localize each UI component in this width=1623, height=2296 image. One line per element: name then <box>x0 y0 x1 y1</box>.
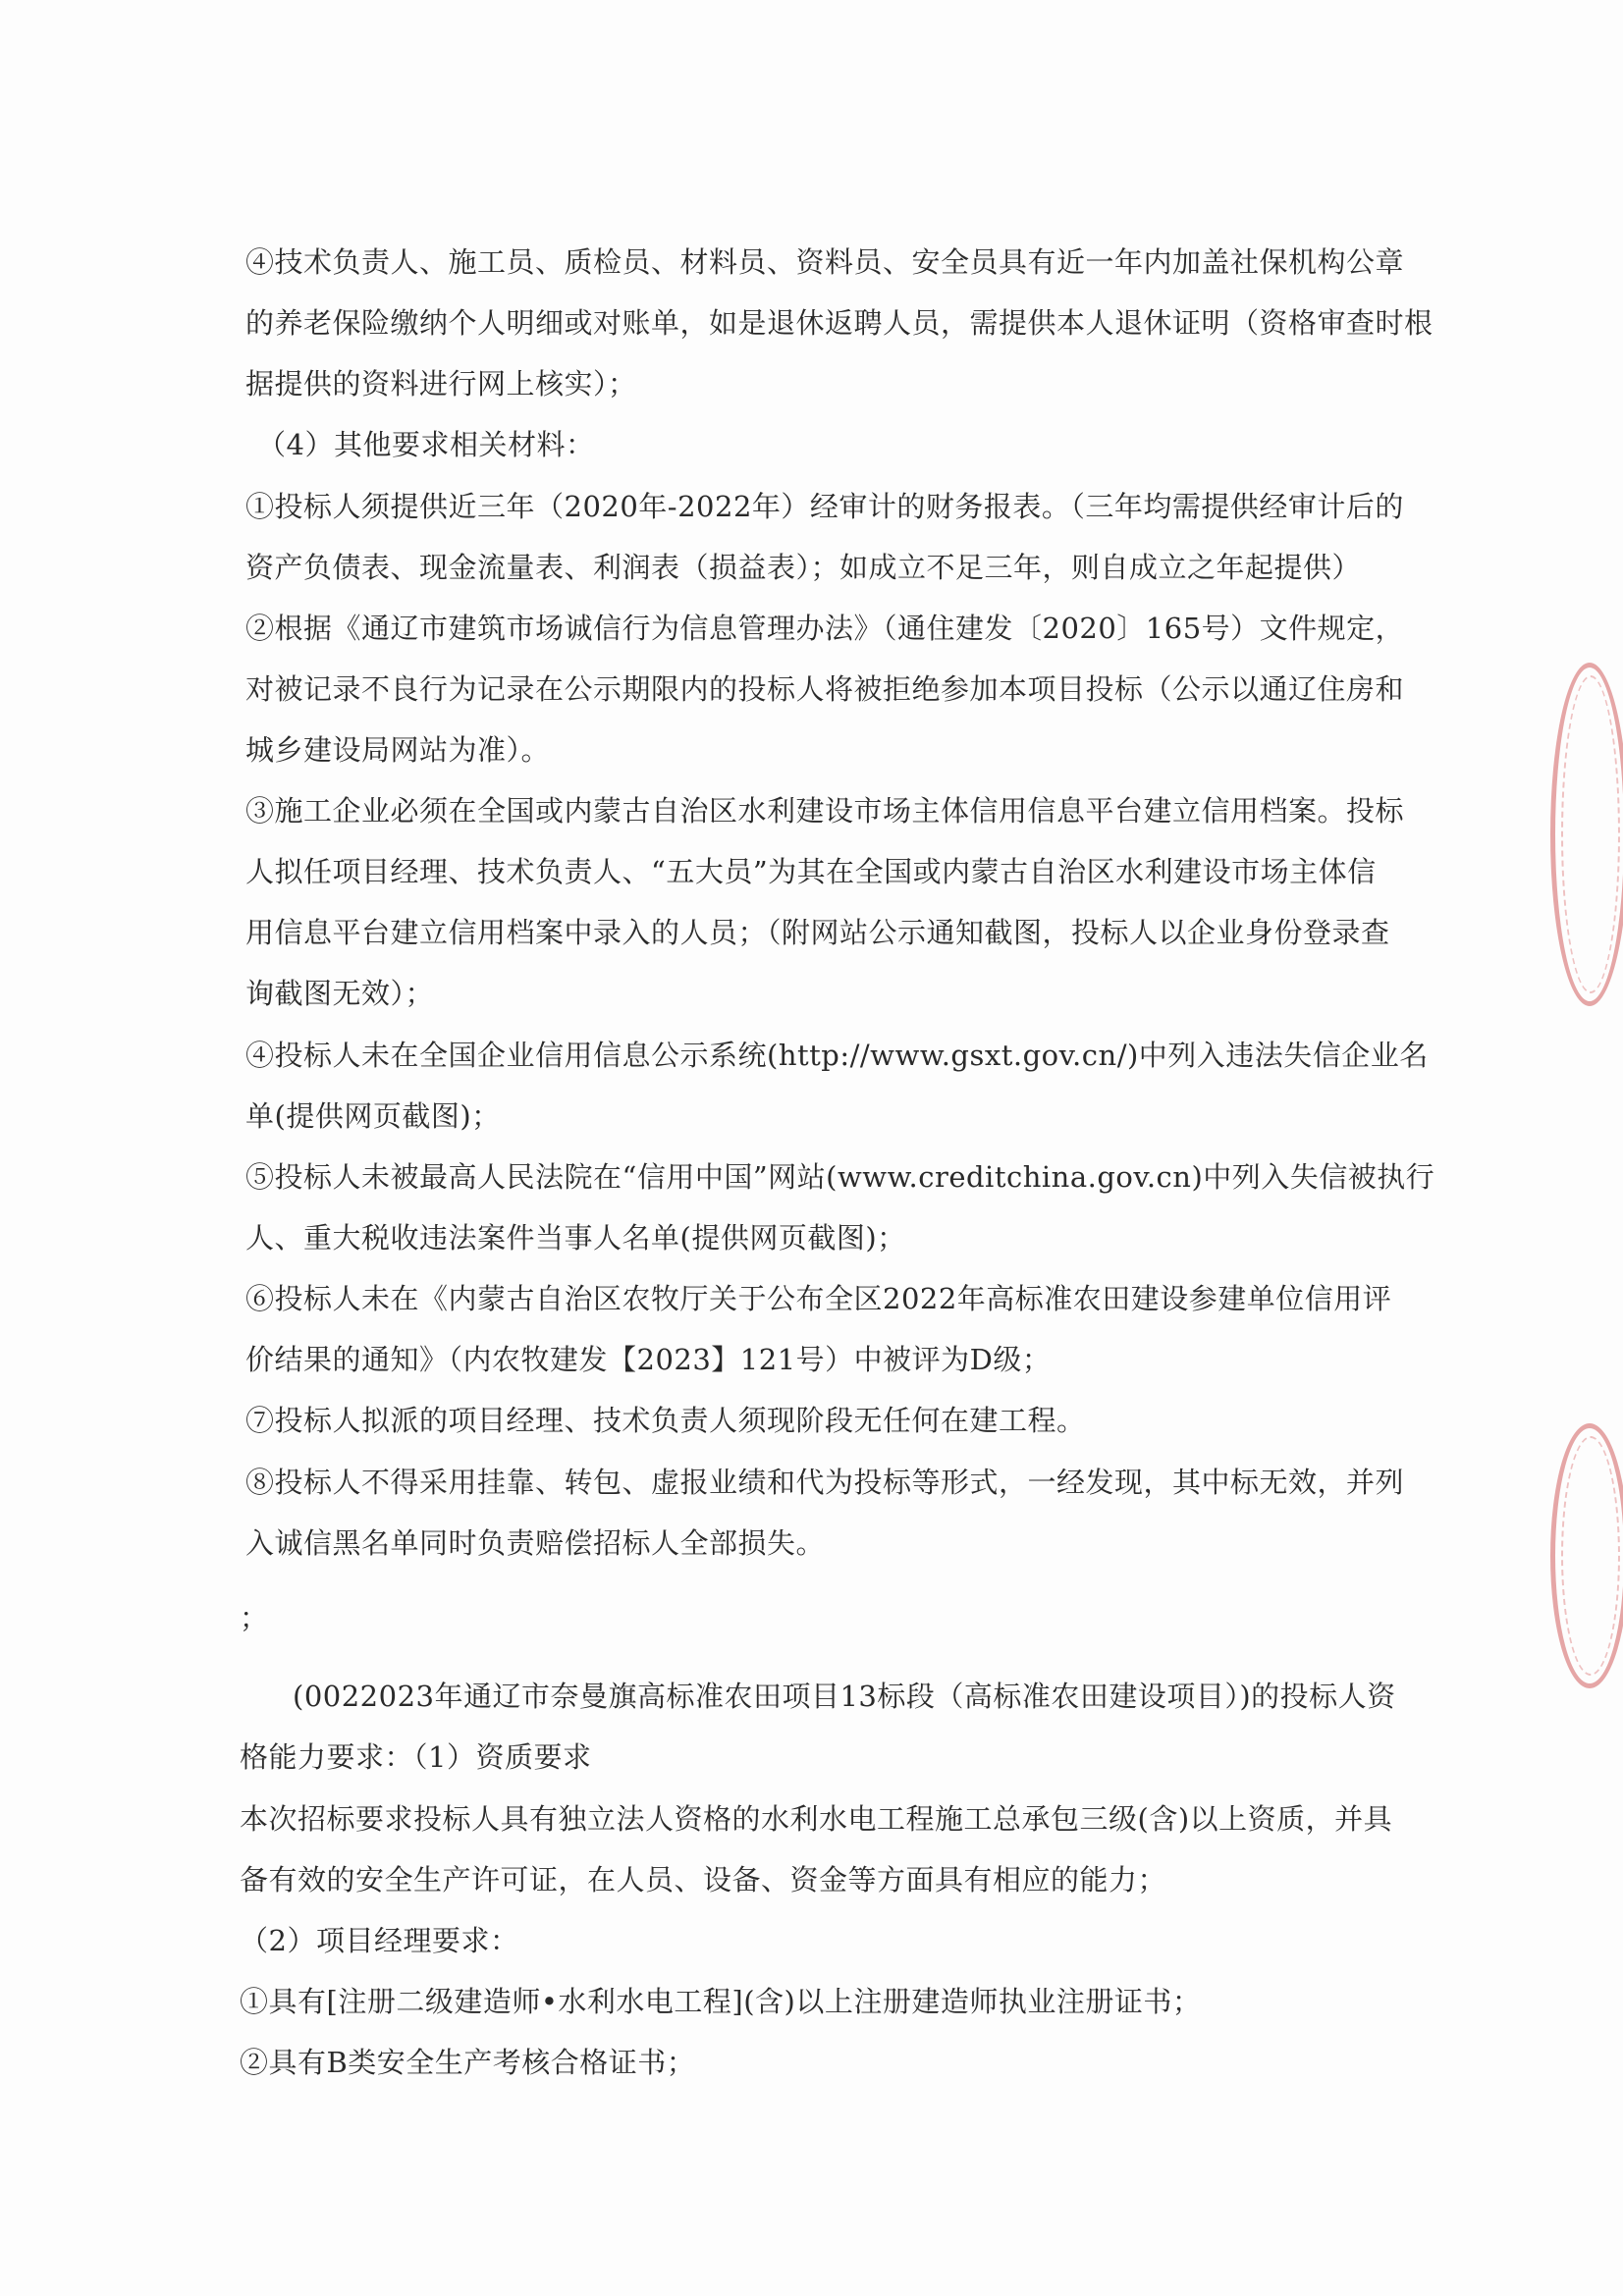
text-line: 格能力要求：（1）资质要求 <box>240 1740 592 1774</box>
text-line: ⑦投标人拟派的项目经理、技术负责人须现阶段无任何在建工程。 <box>245 1404 1086 1437</box>
text-line: 资产负债表、现金流量表、利润表（损益表）；如成立不足三年，则自成立之年起提供） <box>245 551 1362 584</box>
text-line: 价结果的通知》（内农牧建发【2023】121号）中被评为D级； <box>245 1343 1052 1376</box>
text-line: 询截图无效）； <box>245 977 435 1010</box>
text-line: 对被记录不良行为记录在公示期限内的投标人将被拒绝参加本项目投标（公示以通辽住房和 <box>245 672 1405 706</box>
text-line: ⑤投标人未被最高人民法院在“信用中国”网站(www.creditchina.gov.cn)中列入失信被执行 <box>245 1160 1435 1194</box>
text-line: 用信息平台建立信用档案中录入的人员；（附网站公示通知截图，投标人以企业身份登录查 <box>245 916 1390 949</box>
seal-stamp-lower <box>1550 1423 1623 1688</box>
text-line: ； <box>240 1601 269 1634</box>
text-line: 单(提供网页截图)； <box>245 1099 501 1133</box>
text-line: ③施工企业必须在全国或内蒙古自治区水利建设市场主体信用信息平台建立信用档案。投标 <box>245 794 1405 828</box>
text-line: ⑥投标人未在《内蒙古自治区农牧厅关于公布全区2022年高标准农田建设参建单位信用评 <box>245 1282 1392 1315</box>
text-line: (0022023年通辽市奈曼旗高标准农田项目13标段（高标准农田建设项目）)的投标人资 <box>293 1680 1396 1713</box>
text-line: ②根据《通辽市建筑市场诚信行为信息管理办法》（通住建发〔2020〕165号）文件规定， <box>245 612 1405 645</box>
text-line: ④投标人未在全国企业信用信息公示系统(http://www.gsxt.gov.cn/)中列入违法失信企业名 <box>245 1039 1429 1072</box>
text-line: 人拟任项目经理、技术负责人、“五大员”为其在全国或内蒙古自治区水利建设市场主体信 <box>245 855 1377 888</box>
text-line: 人、重大税收违法案件当事人名单(提供网页截图)； <box>245 1221 906 1255</box>
text-line: （2）项目经理要求： <box>240 1924 519 1957</box>
text-line: 入诚信黑名单同时负责赔偿招标人全部损失。 <box>245 1526 826 1560</box>
text-line: 本次招标要求投标人具有独立法人资格的水利水电工程施工总承包三级(含)以上资质，并具 <box>240 1802 1393 1836</box>
text-line: （4）其他要求相关材料： <box>257 428 595 461</box>
seal-stamp-upper <box>1550 663 1623 1006</box>
text-line: ④技术负责人、施工员、质检员、材料员、资料员、安全员具有近一年内加盖社保机构公章 <box>245 245 1405 279</box>
text-line: ②具有B类安全生产考核合格证书； <box>240 2046 696 2079</box>
text-line: 城乡建设局网站为准）。 <box>245 733 551 767</box>
text-line: ①具有[注册二级建造师•水利水电工程](含)以上注册建造师执业注册证书； <box>240 1985 1202 2018</box>
text-line: ①投标人须提供近三年（2020年-2022年）经审计的财务报表。（三年均需提供经审计后的 <box>245 490 1404 523</box>
text-line: 备有效的安全生产许可证，在人员、设备、资金等方面具有相应的能力； <box>240 1863 1167 1896</box>
text-line: 的养老保险缴纳个人明细或对账单，如是退休返聘人员，需提供本人退休证明（资格审查时根 <box>245 306 1434 340</box>
text-line: ⑧投标人不得采用挂靠、转包、虚报业绩和代为投标等形式，一经发现，其中标无效，并列 <box>245 1466 1405 1499</box>
text-line: 据提供的资料进行网上核实）； <box>245 367 637 400</box>
